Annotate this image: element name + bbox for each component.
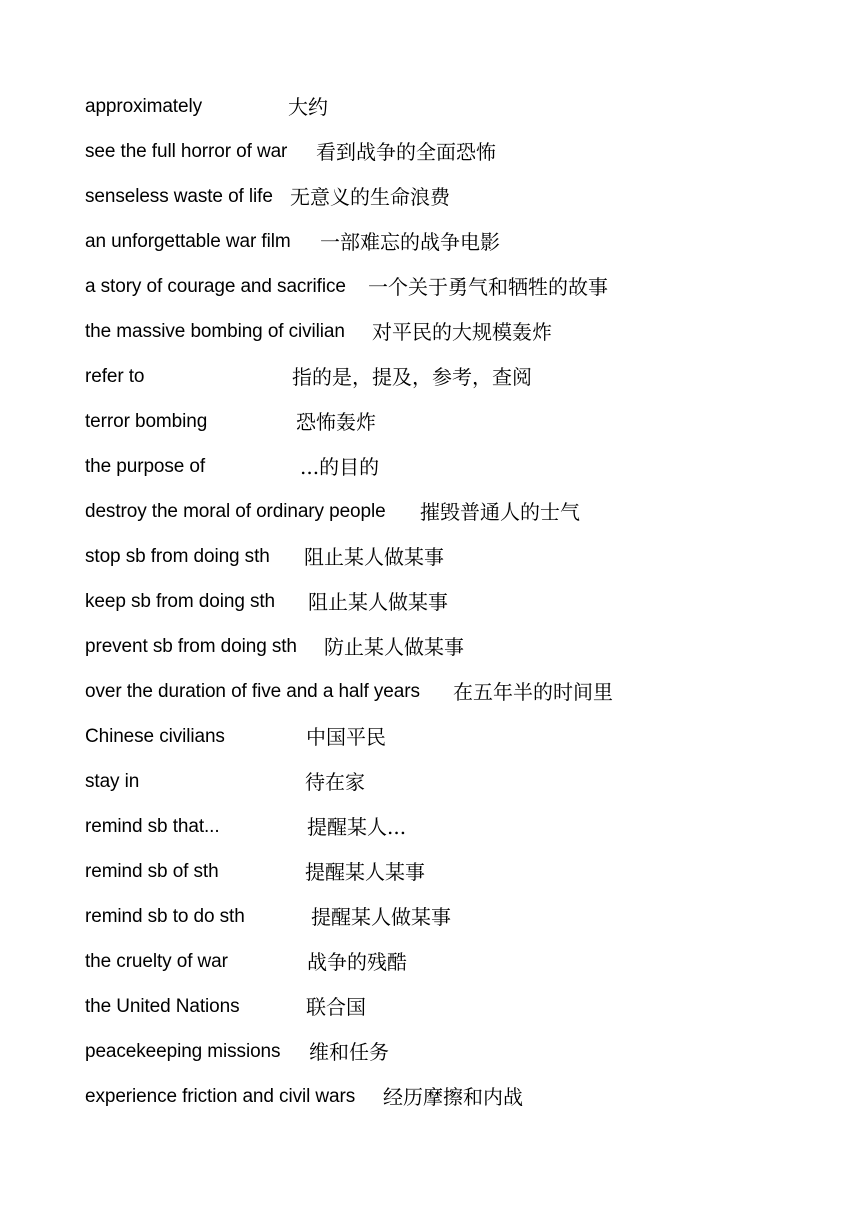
chinese-translation: 摧毁普通人的士气	[420, 500, 580, 524]
chinese-translation: 大约	[288, 95, 328, 119]
vocab-entry	[85, 358, 825, 403]
english-phrase: the United Nations	[85, 996, 240, 1017]
vocab-entry	[85, 853, 825, 898]
english-phrase: peacekeeping missions	[85, 1041, 281, 1062]
english-phrase: stop sb from doing sth	[85, 546, 270, 567]
english-phrase: a story of courage and sacrifice	[85, 276, 346, 297]
chinese-translation: 看到战争的全面恐怖	[316, 140, 496, 164]
english-phrase: remind sb of sth	[85, 861, 219, 882]
chinese-translation: 提醒某人某事	[305, 860, 425, 884]
chinese-translation: 恐怖轰炸	[296, 410, 376, 434]
vocab-entry	[85, 178, 825, 223]
chinese-translation: 提醒某人做某事	[311, 905, 451, 929]
vocab-entry	[85, 223, 825, 268]
english-phrase: the cruelty of war	[85, 951, 228, 972]
vocab-entry	[85, 763, 825, 808]
english-phrase: keep sb from doing sth	[85, 591, 276, 612]
vocab-entry	[85, 628, 825, 673]
english-phrase: the purpose of	[85, 456, 206, 477]
chinese-translation: 阻止某人做某事	[308, 590, 448, 614]
english-phrase: terror bombing	[85, 411, 208, 432]
chinese-translation: 经历摩擦和内战	[383, 1085, 523, 1109]
english-phrase: destroy the moral of ordinary people	[85, 501, 386, 522]
chinese-translation: ...的目的	[300, 455, 380, 479]
chinese-translation: 战争的残酷	[307, 950, 407, 974]
vocab-entry	[85, 493, 825, 538]
english-phrase: remind sb to do sth	[85, 906, 245, 927]
vocab-entry	[85, 538, 825, 583]
english-phrase: an unforgettable war film	[85, 231, 291, 252]
english-phrase: remind sb that...	[85, 816, 220, 837]
vocab-entry	[85, 583, 825, 628]
english-phrase: the massive bombing of civilian	[85, 321, 345, 342]
chinese-translation: 在五年半的时间里	[453, 680, 613, 704]
english-phrase: over the duration of five and a half years	[85, 681, 420, 702]
chinese-translation: 无意义的生命浪费	[290, 185, 450, 209]
chinese-translation: 阻止某人做某事	[304, 545, 444, 569]
vocab-entry	[85, 313, 825, 358]
vocab-entry	[85, 943, 825, 988]
chinese-translation: 中国平民	[306, 725, 386, 749]
vocab-entry	[85, 133, 825, 178]
english-phrase: Chinese civilians	[85, 726, 225, 747]
vocabulary-list	[85, 88, 825, 1123]
english-phrase: see the full horror of war	[85, 141, 288, 162]
chinese-translation: 一部难忘的战争电影	[320, 230, 500, 254]
english-phrase: prevent sb from doing sth	[85, 636, 297, 657]
chinese-translation: 联合国	[306, 995, 366, 1019]
english-phrase: senseless waste of life	[85, 186, 273, 207]
english-phrase: approximately	[85, 96, 202, 117]
vocab-entry	[85, 403, 825, 448]
vocab-entry	[85, 268, 825, 313]
chinese-translation: 维和任务	[309, 1040, 389, 1064]
vocab-entry	[85, 673, 825, 718]
vocab-entry	[85, 1078, 825, 1123]
vocab-entry	[85, 808, 825, 853]
chinese-translation: 待在家	[305, 770, 365, 794]
chinese-translation: 防止某人做某事	[324, 635, 464, 659]
english-phrase: experience friction and civil wars	[85, 1086, 356, 1107]
english-phrase: stay in	[85, 771, 140, 792]
vocab-entry	[85, 88, 825, 133]
vocab-entry	[85, 448, 825, 493]
chinese-translation: 一个关于勇气和牺牲的故事	[368, 275, 608, 299]
chinese-translation: 指的是，提及，参考，查阅	[292, 365, 532, 389]
chinese-translation: 提醒某人...	[307, 815, 407, 839]
english-phrase: refer to	[85, 366, 145, 387]
vocab-entry	[85, 718, 825, 763]
vocab-entry	[85, 988, 825, 1033]
chinese-translation: 对平民的大规模轰炸	[372, 320, 552, 344]
vocab-entry	[85, 1033, 825, 1078]
vocab-entry	[85, 898, 825, 943]
